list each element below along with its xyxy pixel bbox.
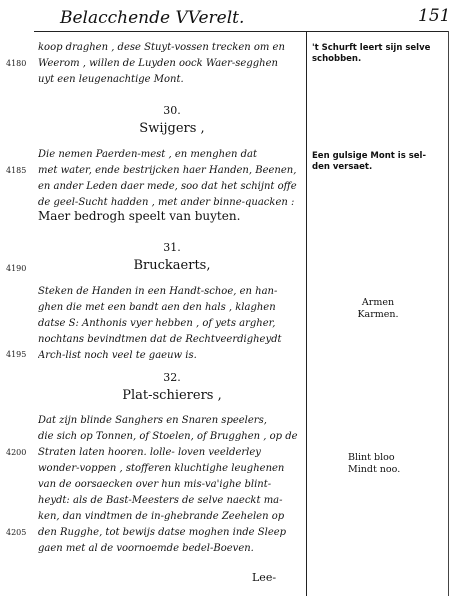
text-line: die sich op Tonnen, of Stoelen, of Brugghen , op de (38, 431, 298, 442)
text-line: ghen die met een bandt aen den hals , klaghen (38, 302, 276, 313)
text-line: Dat zijn blinde Sanghers en Snaren speelers, (38, 415, 267, 426)
section-number: 31. (163, 241, 181, 254)
text-line: van de oorsaecken over hun mis-va'ighe blint- (38, 479, 272, 490)
margin-note-line: den versaet. (312, 162, 373, 172)
catchword: Lee- (252, 571, 277, 584)
section-number: 32. (163, 371, 181, 384)
right-border (448, 31, 449, 596)
margin-note (312, 297, 444, 321)
margin-note-line: Mindt noo. (348, 464, 401, 475)
page-number: 151 (418, 6, 451, 26)
text-line: den Rugghe, tot bewijs datse moghen inde Sleep (38, 527, 287, 538)
margin-note (312, 43, 444, 65)
header-rule (34, 31, 448, 32)
text-line: en ander Leden daer mede, soo dat het schijnt offe (38, 181, 297, 192)
text-line: Arch-list noch veel te gaeuw is. (38, 350, 197, 361)
text-line: datse S: Anthonis vyer hebben , of yets argher, (38, 318, 276, 329)
text-line: Die nemen Paerden-mest , en menghen dat (38, 149, 257, 160)
text-line: de geel-Sucht hadden , met ander binne-quacken : (38, 197, 295, 208)
margin-note-line: Blint bloo (348, 452, 395, 463)
text-line: koop draghen , dese Stuyt-vossen trecken om en (38, 42, 285, 53)
line-number: 4190 (6, 264, 27, 273)
text-line: Maer bedrogh speelt van buyten. (38, 210, 241, 223)
section-number: 30. (163, 104, 181, 117)
text-line: gaen met al de voornoemde bedel-Boeven. (38, 543, 254, 554)
line-number: 4200 (6, 448, 27, 457)
section-title: Swijgers , (139, 121, 205, 136)
text-line: Steken de Handen in een Handt-schoe, en han- (38, 286, 278, 297)
section-title: Bruckaerts, (133, 258, 211, 273)
running-title: Belacchende VVerelt. (60, 8, 245, 28)
margin-note (348, 452, 459, 476)
line-number: 4195 (6, 350, 27, 359)
margin-note (312, 151, 444, 173)
text-line: Weerom , willen de Luyden oock Waer-segghen (38, 58, 278, 69)
text-line: Straten laten hooren. lolle- loven veelderley (38, 447, 261, 458)
margin-note-line: Karmen. (357, 309, 399, 320)
margin-note-line: 't Schurft leert sijn selve (312, 43, 431, 53)
text-line: heydt: als de Bast-Meesters de selve naeckt ma- (38, 495, 283, 506)
margin-divider (306, 31, 307, 596)
text-line: nochtans bevindtmen dat de Rechtveerdigheydt (38, 334, 282, 345)
text-line: ken, dan vindtmen de in-ghebrande Zeehelen op (38, 511, 285, 522)
line-number: 4180 (6, 59, 27, 68)
text-line: met water, ende bestrijcken haer Handen, Beenen, (38, 165, 297, 176)
line-number: 4205 (6, 528, 27, 537)
text-line: uyt een leugenachtige Mont. (38, 74, 184, 85)
margin-note-line: Armen (361, 297, 395, 308)
margin-note-line: Een gulsige Mont is sel- (312, 151, 426, 161)
line-number: 4185 (6, 166, 27, 175)
section-title: Plat-schierers , (122, 388, 222, 403)
margin-note-line: schobben. (312, 54, 362, 64)
text-line: wonder-voppen , stofferen kluchtighe leughenen (38, 463, 285, 474)
